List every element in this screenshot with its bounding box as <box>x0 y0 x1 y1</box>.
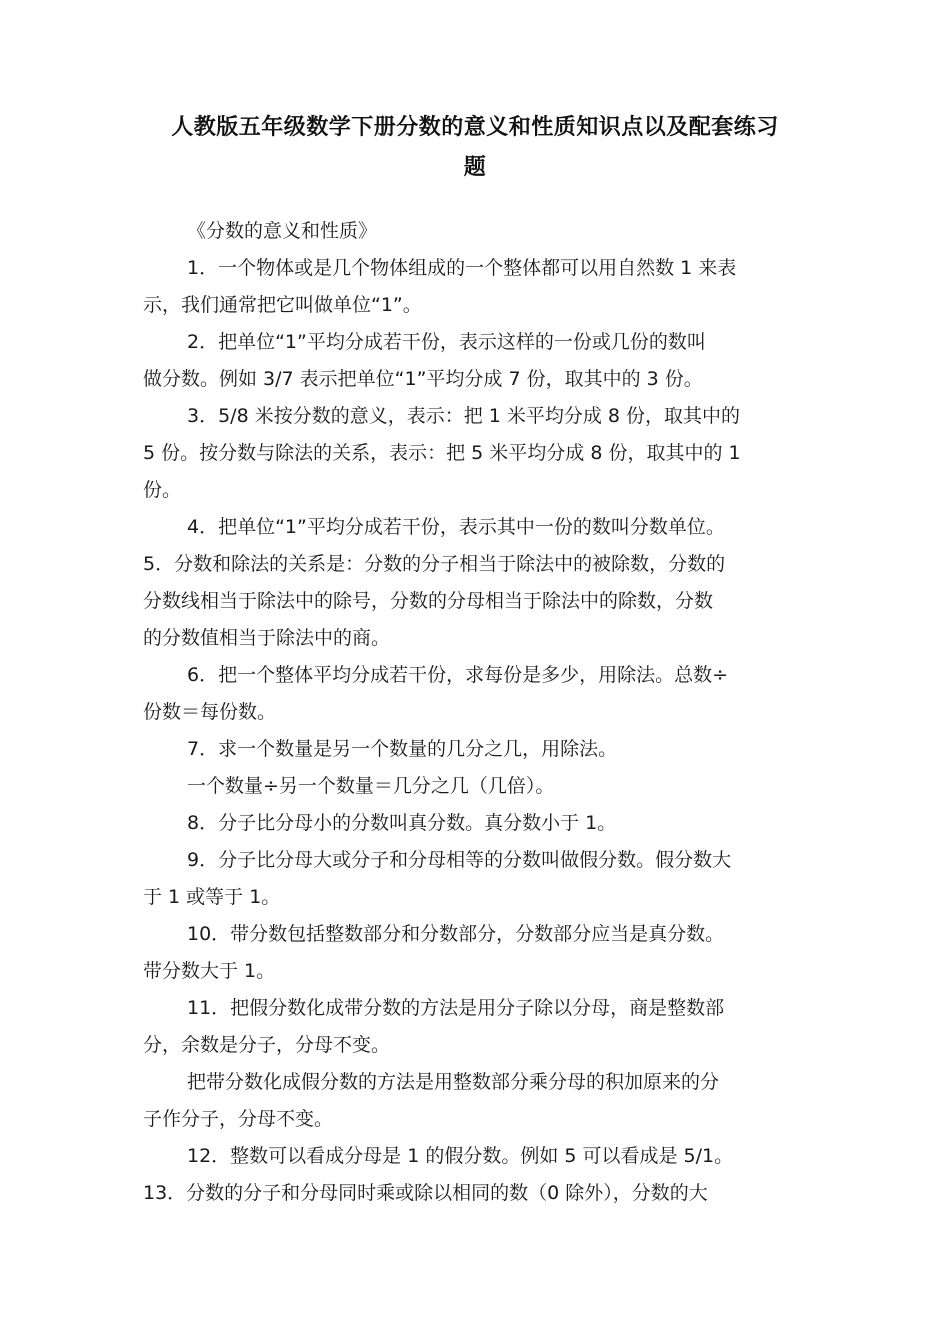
paragraph-11 <box>143 990 813 1064</box>
paragraph-line: 做分数。例如 3/7 表示把单位“1”平均分成 7 份，取其中的 3 份。 <box>143 368 703 390</box>
title-line-2: 题 <box>463 155 487 180</box>
paragraph-13 <box>143 1175 813 1212</box>
paragraph-line: 子作分子，分母不变。 <box>143 1108 334 1130</box>
paragraph-8 <box>143 805 813 842</box>
title-line-1: 人教版五年级数学下册分数的意义和性质知识点以及配套练习 <box>171 115 779 140</box>
paragraph-line: 2．把单位“1”平均分成若干份，表示这样的一份或几份的数叫 <box>187 331 706 353</box>
paragraph-line: 于 1 或等于 1。 <box>143 886 281 908</box>
paragraph-line: 13．分数的分子和分母同时乘或除以相同的数（0 除外），分数的大 <box>143 1182 708 1204</box>
paragraph-line: 分，余数是分子，分母不变。 <box>143 1034 391 1056</box>
paragraph-line: 带分数大于 1。 <box>143 960 276 982</box>
paragraph-7-formula <box>143 768 813 805</box>
section-heading: 《分数的意义和性质》 <box>187 220 378 242</box>
paragraph-line: 1．一个物体或是几个物体组成的一个整体都可以用自然数 1 来表 <box>187 257 737 279</box>
paragraph-12 <box>143 1138 813 1175</box>
paragraph-line: 5 份。按分数与除法的关系，表示：把 5 米平均分成 8 份，取其中的 1 <box>143 442 741 464</box>
paragraph-5 <box>143 546 813 657</box>
paragraph-line: 8．分子比分母小的分数叫真分数。真分数小于 1。 <box>187 812 617 834</box>
document-title <box>130 108 820 188</box>
paragraph-11-continued <box>143 1064 813 1138</box>
paragraph-6 <box>143 657 813 731</box>
paragraph-line: 分数线相当于除法中的除号，分数的分母相当于除法中的除数，分数 <box>143 590 714 612</box>
paragraph-line: 3．5/8 米按分数的意义，表示：把 1 米平均分成 8 份，取其中的 <box>187 405 741 427</box>
paragraph-line: 把带分数化成假分数的方法是用整数部分乘分母的积加原来的分 <box>187 1071 720 1093</box>
document-body <box>143 213 813 1212</box>
paragraph-line: 5．分数和除法的关系是：分数的分子相当于除法中的被除数，分数的 <box>143 553 726 575</box>
paragraph-10 <box>143 916 813 990</box>
paragraph-line: 7．求一个数量是另一个数量的几分之几，用除法。 <box>187 738 618 760</box>
paragraph-9 <box>143 842 813 916</box>
paragraph-line: 份。 <box>143 479 182 501</box>
paragraph-4 <box>143 509 813 546</box>
paragraph-line: 一个数量÷另一个数量＝几分之几（几倍）。 <box>187 775 555 797</box>
paragraph-line: 9．分子比分母大或分子和分母相等的分数叫做假分数。假分数大 <box>187 849 732 871</box>
paragraph-line: 示，我们通常把它叫做单位“1”。 <box>143 294 422 316</box>
paragraph-line: 份数＝每份数。 <box>143 701 277 723</box>
paragraph-2 <box>143 324 813 398</box>
paragraph-line: 的分数值相当于除法中的商。 <box>143 627 391 649</box>
paragraph-3 <box>143 398 813 509</box>
paragraph-line: 10．带分数包括整数部分和分数部分，分数部分应当是真分数。 <box>187 923 725 945</box>
paragraph-line: 4．把单位“1”平均分成若干份，表示其中一份的数叫分数单位。 <box>187 516 725 538</box>
paragraph-line: 11．把假分数化成带分数的方法是用分子除以分母，商是整数部 <box>187 997 725 1019</box>
paragraph-7 <box>143 731 813 768</box>
paragraph-line: 6．把一个整体平均分成若干份，求每份是多少，用除法。总数÷ <box>187 664 729 686</box>
paragraph-line: 12．整数可以看成分母是 1 的假分数。例如 5 可以看成是 5/1。 <box>187 1145 734 1167</box>
paragraph-1 <box>143 250 813 324</box>
